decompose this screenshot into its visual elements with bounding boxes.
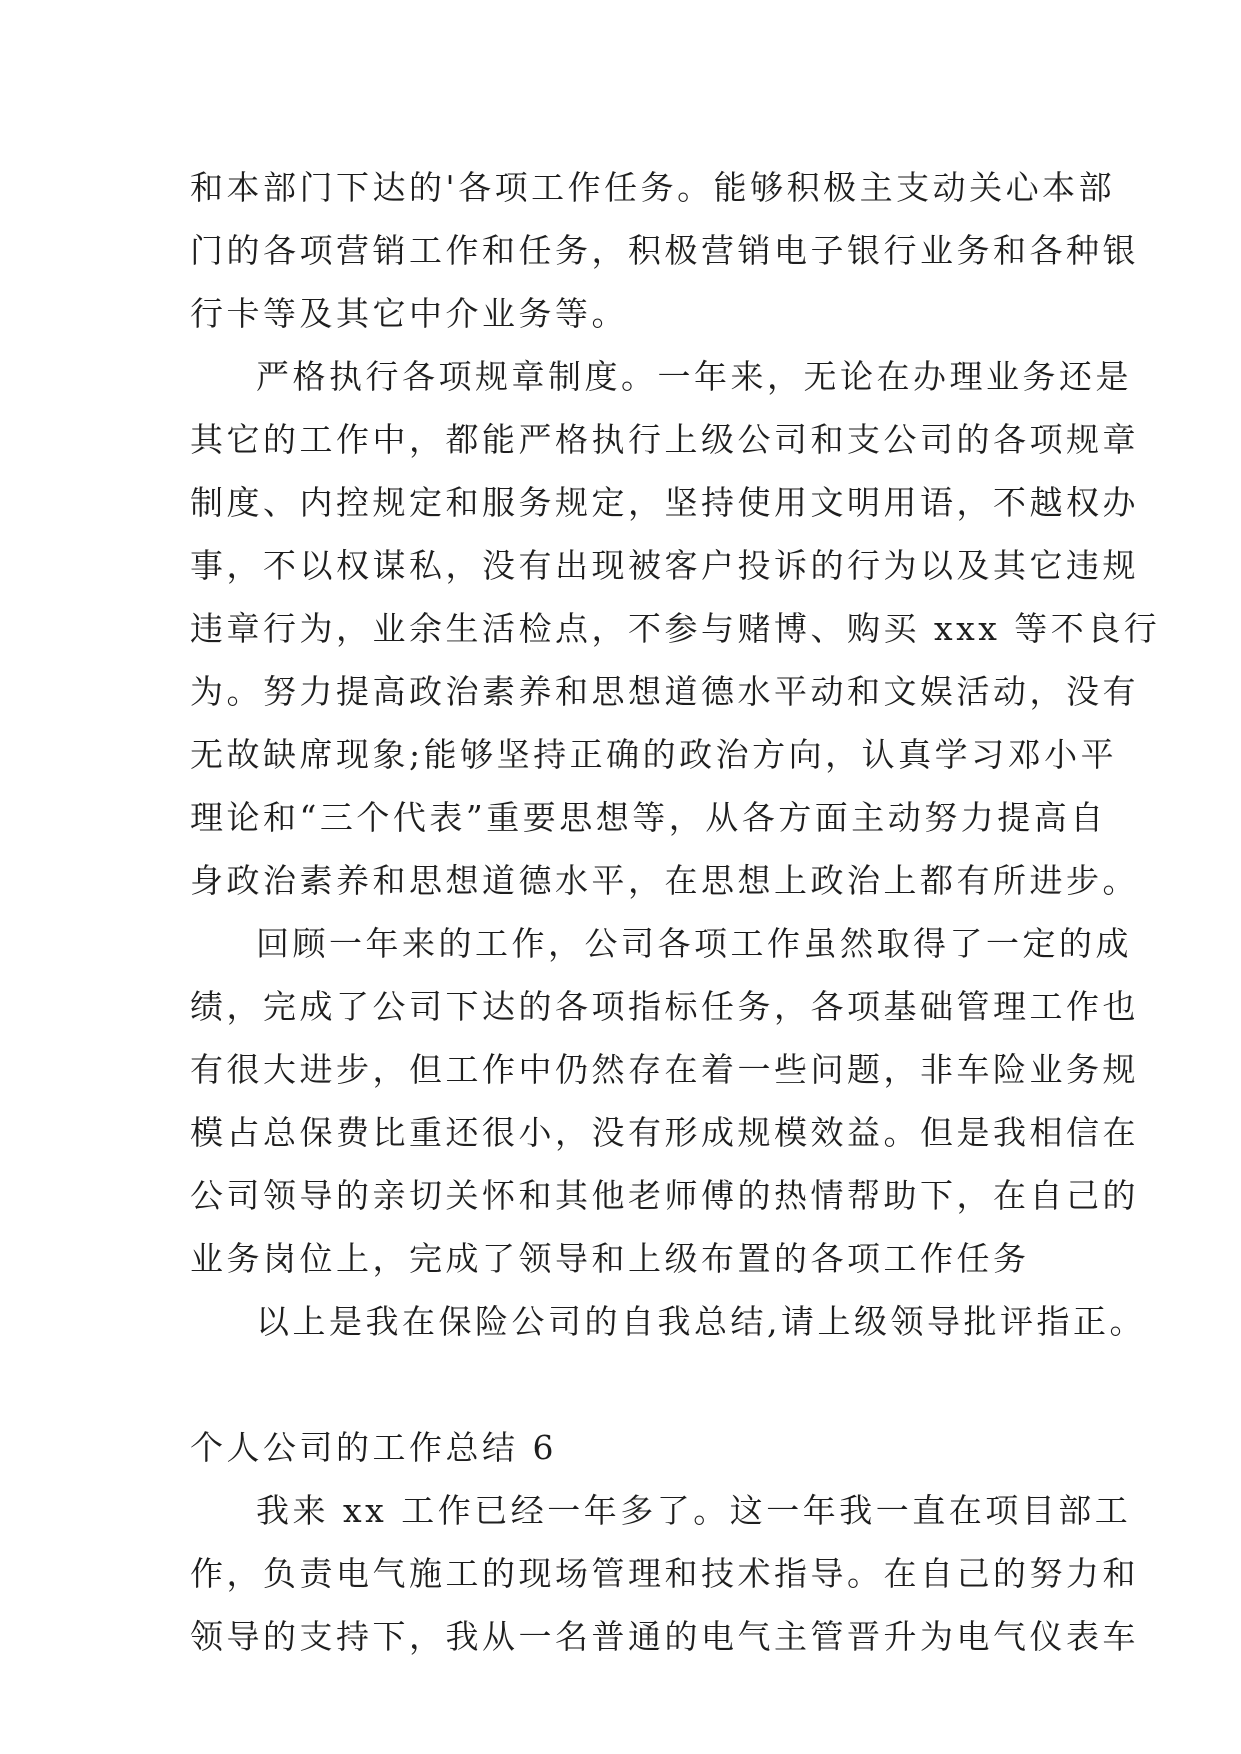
- text-line: 业务岗位上，完成了领导和上级布置的各项工作任务: [190, 1239, 1030, 1278]
- paragraph-5: [190, 1479, 1139, 1668]
- section-title: 个人公司的工作总结 6: [190, 1428, 557, 1467]
- text-line: 以上是我在保险公司的自我总结,请上级领导批评指正。: [256, 1302, 1146, 1341]
- text-line: 其它的工作中，都能严格执行上级公司和支公司的各项规章: [190, 420, 1139, 459]
- text-line: 领导的支持下，我从一名普通的电气主管晋升为电气仪表车: [190, 1617, 1139, 1656]
- text-line: 制度、内控规定和服务规定，坚持使用文明用语，不越权办: [190, 483, 1139, 522]
- text-line: 身政治素养和思想道德水平，在思想上政治上都有所进步。: [190, 861, 1139, 900]
- text-line: 绩，完成了公司下达的各项指标任务，各项基础管理工作也: [190, 987, 1139, 1026]
- text-line: 门的各项营销工作和任务，积极营销电子银行业务和各种银: [190, 231, 1139, 270]
- paragraph-1: [190, 156, 1139, 345]
- paragraph-spacer: [190, 1353, 1050, 1416]
- text-line: 我来 xx 工作已经一年多了。这一年我一直在项目部工: [256, 1491, 1132, 1530]
- text-line: 公司领导的亲切关怀和其他老师傅的热情帮助下，在自己的: [190, 1176, 1139, 1215]
- text-line: 模占总保费比重还很小，没有形成规模效益。但是我相信在: [190, 1113, 1139, 1152]
- text-line: 严格执行各项规章制度。一年来，无论在办理业务还是: [256, 357, 1132, 396]
- text-line: 违章行为，业余生活检点，不参与赌博、购买 xxx 等不良行: [190, 609, 1161, 648]
- text-line: 回顾一年来的工作，公司各项工作虽然取得了一定的成: [256, 924, 1132, 963]
- text-line: 行卡等及其它中介业务等。: [190, 294, 628, 333]
- text-line: 和本部门下达的'各项工作任务。能够积极主支动关心本部: [190, 168, 1116, 207]
- paragraph-3: [190, 912, 1139, 1290]
- text-line: 有很大进步，但工作中仍然存在着一些问题，非车险业务规: [190, 1050, 1139, 1089]
- paragraph-2: [190, 345, 1161, 912]
- document-body: [190, 156, 1161, 1668]
- text-line: 作，负责电气施工的现场管理和技术指导。在自己的努力和: [190, 1554, 1139, 1593]
- text-line: 理论和“三个代表”重要思想等，从各方面主动努力提高自: [190, 798, 1107, 837]
- text-line: 事，不以权谋私，没有出现被客户投诉的行为以及其它违规: [190, 546, 1139, 585]
- paragraph-4: [190, 1290, 1146, 1353]
- text-line: 为。努力提高政治素养和思想道德水平动和文娱活动，没有: [190, 672, 1139, 711]
- text-line: 无故缺席现象;能够坚持正确的政治方向，认真学习邓小平: [190, 735, 1118, 774]
